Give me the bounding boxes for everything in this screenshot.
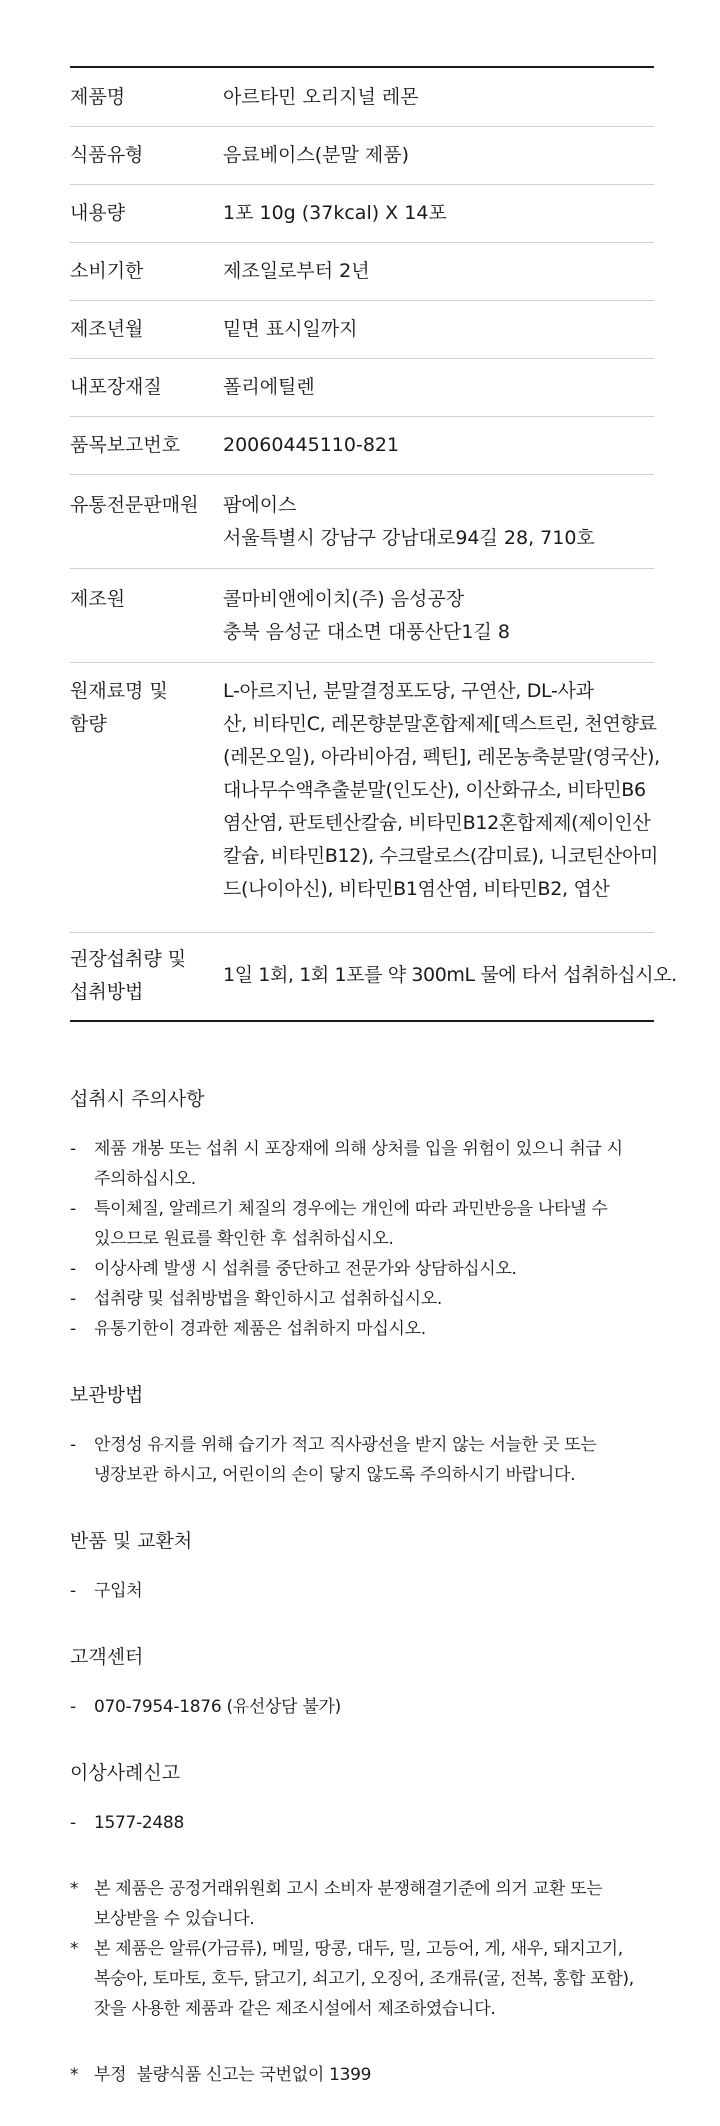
returns-title: 반품 및 교환처 [70, 1530, 193, 1552]
report-list [70, 1808, 670, 1838]
spec-key [70, 583, 223, 616]
returns-list [70, 1576, 670, 1606]
list-item-line: 유통기한이 경과한 제품은 섭취하지 마십시오. [94, 1319, 426, 1339]
spec-value-line: 밑면 표시일까지 [223, 318, 358, 340]
spec-row-expiry [70, 242, 654, 300]
dash-marker: - [70, 1319, 76, 1339]
spec-value [223, 583, 654, 649]
spec-key-line: 내포장재질 [70, 376, 162, 398]
spec-value-line: 음료베이스(분말 제품) [223, 144, 410, 166]
spec-value [223, 255, 654, 288]
spec-value [223, 429, 654, 462]
spec-key-line: 제조년월 [70, 318, 144, 340]
list-item-line: 1577-2488 [94, 1813, 184, 1833]
list-item-line: 냉장보관 하시고, 어린이의 손이 닿지 않도록 주의하시기 바랍니다. [94, 1465, 576, 1485]
spec-value [223, 197, 654, 230]
spec-value [223, 81, 654, 114]
list-item [70, 1314, 670, 1344]
spec-key [70, 197, 223, 230]
spec-key [70, 371, 223, 404]
storage-title: 보관방법 [70, 1384, 144, 1406]
spec-value-line: 칼슘, 비타민B12), 수크랄로스(감미료), 니코틴산아미 [223, 845, 659, 867]
caution-title: 섭취시 주의사항 [70, 1088, 205, 1110]
spec-key-line: 함량 [70, 713, 107, 735]
report-block [70, 1758, 670, 1838]
spec-row-packaging [70, 358, 654, 416]
footnote-item [70, 1934, 670, 2024]
list-item-line: 섭취량 및 섭취방법을 확인하시고 섭취하십시오. [94, 1289, 442, 1309]
spec-value-line: 대나무수액추출분말(인도산), 이산화규소, 비타민B6 [223, 779, 646, 801]
customer-list [70, 1692, 670, 1722]
dash-marker: - [70, 1697, 76, 1717]
footnotes-list [70, 1874, 670, 2024]
list-item [70, 1576, 670, 1606]
returns-block [70, 1526, 670, 1606]
dash-marker: - [70, 1259, 76, 1279]
footnote-item [70, 2060, 670, 2090]
dash-marker: - [70, 1199, 76, 1219]
asterisk-marker: * [70, 2065, 79, 2085]
spec-key-line: 소비기한 [70, 260, 144, 282]
list-item-line: 안정성 유지를 위해 습기가 적고 직사광선을 받지 않는 서늘한 곳 또는 [94, 1435, 597, 1455]
list-item-line: 이상사례 발생 시 섭취를 중단하고 전문가와 상담하십시오. [94, 1259, 517, 1279]
list-item [70, 1692, 670, 1722]
list-item-line: 제품 개봉 또는 섭취 시 포장재에 의해 상처를 입을 위험이 있으니 취급 시 [94, 1139, 623, 1159]
spec-key-line: 식품유형 [70, 144, 144, 166]
list-item-line: 있으므로 원료를 확인한 후 섭취하십시오. [94, 1229, 394, 1249]
spec-key-line: 권장섭취량 및 [70, 948, 187, 970]
footnotes-block [70, 1874, 670, 2024]
spec-value [223, 943, 677, 992]
list-item [70, 1808, 670, 1838]
spec-value-line: 아르타민 오리지널 레몬 [223, 85, 419, 108]
spec-value [223, 313, 654, 346]
list-item-line: 구입처 [94, 1581, 143, 1601]
spec-key-line: 유통전문판매원 [70, 494, 199, 516]
spec-value-line: 제조일로부터 2년 [223, 260, 370, 282]
caution-list [70, 1134, 670, 1344]
asterisk-marker: * [70, 1879, 79, 1899]
spec-row-report-number [70, 416, 654, 474]
spec-value-line: 충북 음성군 대소면 대풍산단1길 8 [223, 621, 510, 643]
spec-key [70, 313, 223, 346]
spec-value-line: (레몬오일), 아라비아검, 펙틴], 레몬농축분말(영국산), [223, 746, 660, 768]
dash-marker: - [70, 1289, 76, 1309]
customer-block [70, 1642, 670, 1722]
storage-list [70, 1430, 670, 1490]
spec-value-line: L-아르지닌, 분말결정포도당, 구연산, DL-사과 [223, 680, 594, 702]
list-item [70, 1430, 670, 1490]
spec-value [223, 489, 654, 555]
storage-block [70, 1380, 670, 1490]
spec-value-line: 염산염, 판토텐산칼슘, 비타민B12혼합제제(제이인산 [223, 812, 651, 834]
spec-value-line: 1일 1회, 1회 1포를 약 300mL 물에 타서 섭취하십시오. [223, 964, 677, 986]
spec-row-contents [70, 184, 654, 242]
spec-value-line: 팜에이스 [223, 494, 297, 516]
asterisk-marker: * [70, 1939, 79, 1959]
spec-value-line: 드(나이아신), 비타민B1염산염, 비타민B2, 엽산 [223, 878, 610, 900]
spec-value [223, 675, 660, 906]
spec-row-ingredients [70, 662, 660, 932]
final-note-block [70, 2060, 670, 2090]
spec-table [70, 66, 677, 1022]
spec-key [70, 429, 223, 462]
spec-value [223, 139, 654, 172]
spec-key-line: 제품명 [70, 85, 126, 108]
spec-key [70, 489, 223, 522]
spec-value-line: 1포 10g (37kcal) X 14포 [223, 202, 447, 224]
dash-marker: - [70, 1139, 76, 1159]
spec-row-product-name [70, 68, 654, 126]
list-item [70, 1134, 670, 1194]
spec-key [70, 81, 223, 114]
list-item-line: 잣을 사용한 제품과 같은 제조시설에서 제조하였습니다. [94, 1999, 496, 2019]
list-item [70, 1254, 670, 1284]
spec-value-line: 폴리에틸렌 [223, 376, 315, 398]
spec-row-food-type [70, 126, 654, 184]
list-item-line: 본 제품은 공정거래위원회 고시 소비자 분쟁해결기준에 의거 교환 또는 [94, 1879, 603, 1899]
spec-row-manufacturer [70, 568, 654, 662]
list-item-line: 복숭아, 토마토, 호두, 닭고기, 쇠고기, 오징어, 조개류(굴, 전복, 홍합 포함), [94, 1969, 634, 1989]
report-title: 이상사례신고 [70, 1762, 181, 1784]
spec-value-line: 20060445110-821 [223, 434, 400, 456]
list-item-line: 070-7954-1876 (유선상담 불가) [94, 1697, 341, 1717]
list-item-line: 특이체질, 알레르기 체질의 경우에는 개인에 따라 과민반응을 나타낼 수 [94, 1199, 608, 1219]
spec-key-line: 내용량 [70, 202, 126, 224]
spec-row-manufacture-date [70, 300, 654, 358]
list-item-line: 보상받을 수 있습니다. [94, 1909, 255, 1929]
spec-value-line: 산, 비타민C, 레몬향분말혼합제제[덱스트린, 천연향료 [223, 713, 657, 735]
spec-key [70, 943, 223, 1009]
customer-title: 고객센터 [70, 1646, 144, 1668]
list-item-line: 본 제품은 알류(가금류), 메밀, 땅콩, 대두, 밀, 고등어, 게, 새우, 돼지고기, [94, 1939, 623, 1959]
spec-key-line: 품목보고번호 [70, 434, 181, 456]
final-note-list [70, 2060, 670, 2090]
list-item [70, 1194, 670, 1254]
spec-value-line: 서울특별시 강남구 강남대로94길 28, 710호 [223, 527, 595, 549]
list-item-line: 부정 불량식품 신고는 국번없이 1399 [94, 2065, 372, 2085]
dash-marker: - [70, 1813, 76, 1833]
list-item [70, 1284, 670, 1314]
footnote-item [70, 1874, 670, 1934]
spec-key [70, 675, 223, 741]
dash-marker: - [70, 1435, 76, 1455]
spec-key-line: 섭취방법 [70, 981, 144, 1003]
spec-key [70, 139, 223, 172]
spec-value [223, 371, 654, 404]
spec-row-distributor [70, 474, 654, 568]
dash-marker: - [70, 1581, 76, 1601]
spec-value-line: 콜마비앤에이치(주) 음성공장 [223, 588, 465, 610]
notes-section [70, 1084, 670, 2126]
spec-key-line: 원재료명 및 [70, 680, 168, 702]
spec-key-line: 제조원 [70, 588, 126, 610]
list-item-line: 주의하십시오. [94, 1169, 196, 1189]
spec-row-intake [70, 932, 677, 1020]
spec-key [70, 255, 223, 288]
caution-block [70, 1084, 670, 1344]
